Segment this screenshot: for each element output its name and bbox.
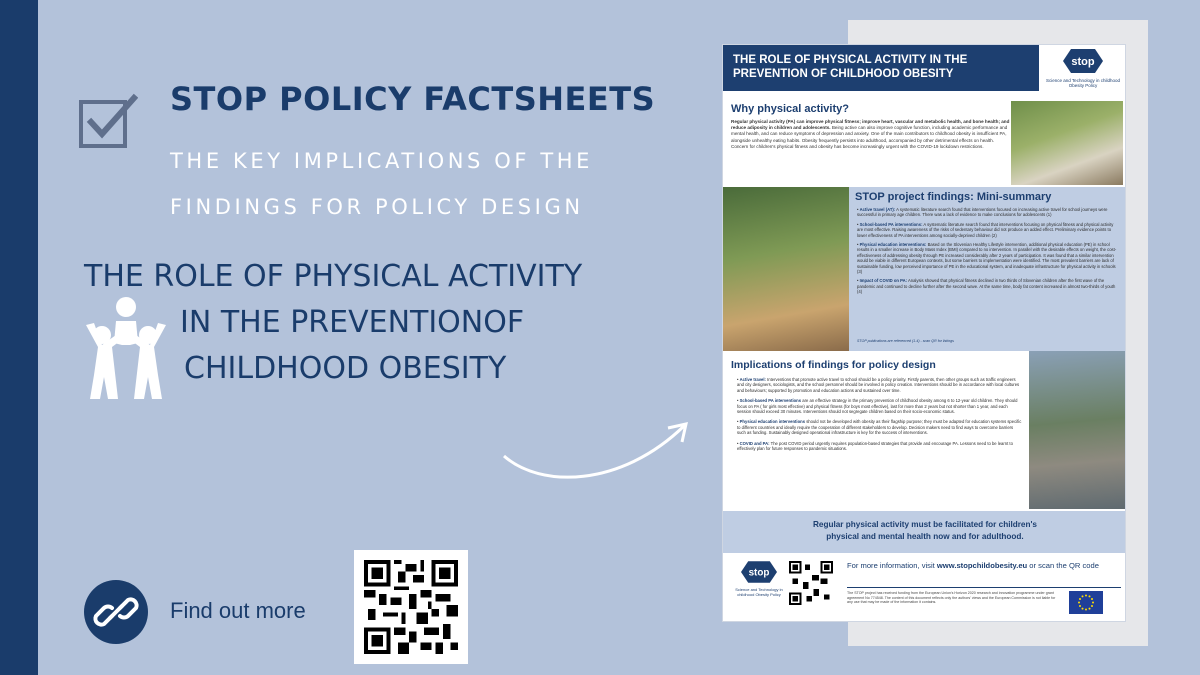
doc-footer bbox=[723, 553, 1126, 622]
implications-heading: Implications of findings for policy design bbox=[731, 359, 936, 371]
doc-title-line-1: THE ROLE OF PHYSICAL ACTIVITY IN THE bbox=[733, 54, 968, 66]
photo-outdoor-gym bbox=[1011, 101, 1123, 185]
findings-list bbox=[857, 207, 1119, 299]
subtitle bbox=[170, 138, 670, 230]
findings-note: STOP publications are referenced (1-4) - scan QR for listings bbox=[857, 339, 954, 343]
stop-logo bbox=[1043, 49, 1123, 95]
factsheet-title-line-2: IN THE PREVENTIONOF bbox=[180, 305, 525, 340]
factsheet-title-line-1: THE ROLE OF PHYSICAL ACTIVITY bbox=[84, 259, 583, 294]
key-message-banner bbox=[723, 511, 1126, 553]
implications-list bbox=[737, 377, 1023, 456]
left-accent-bar bbox=[0, 0, 38, 675]
footer-stop-logo bbox=[729, 561, 789, 598]
footer-logo-subtitle: Science and Technology in childhood Obesity Policy bbox=[735, 587, 783, 597]
list-item: • School-based PA interventions are an effective strategy in the primary prevention of childhood obesity among 6 to 12-year old children. They should focus on PA ( for girls most effective) and physical fitness (for boys most effective), last for more than 2 years but not shorter than 1 year, and each session should exceed 30 minutes. Interventions should not segregate children based on their socio-economic status. bbox=[737, 398, 1018, 415]
banner-line-1: Regular physical activity must be facilitated for children's bbox=[813, 520, 1037, 529]
list-item: • School-based PA interventions: A systematic literature search found that interventions focusing on physical fitness and physical activity are most effective. Raising awareness of the risks of sedentary behaviour did not produce an added effect. Preliminary evidence points to lower effectiveness of PA interventions among socially-deprived children (2) bbox=[857, 221, 1114, 238]
logo-text: stop bbox=[1071, 56, 1095, 68]
list-item: • Physical education interventions should not be developed with obesity as their flagship purpose; they must be adapted for education systems specific to different countries and ideally require the cooperation of different stakeholders to develop. Decision makers need to find ways to overcome barriers such as funding. Sustainably designed operational infrastructure is key for the success of interventions. bbox=[737, 419, 1022, 436]
checkbox-icon bbox=[78, 92, 138, 152]
eu-flag bbox=[1069, 591, 1103, 614]
photo-family-park bbox=[1029, 351, 1126, 509]
factsheet-title-line-3: CHILDHOOD OBESITY bbox=[184, 351, 507, 386]
doc-header-band bbox=[723, 45, 1039, 91]
more-info-text: For more information, visit www.stopchildobesity.eu or scan the QR code bbox=[847, 561, 1099, 570]
subtitle-line-1: THE KEY IMPLICATIONS OF THE bbox=[170, 149, 594, 173]
banner-line-2: physical and mental health now and for adulthood. bbox=[826, 532, 1024, 541]
why-paragraph bbox=[731, 119, 1011, 150]
series-title: STOP POLICY FACTSHEETS bbox=[170, 80, 656, 118]
list-item: • COVID and PA: The post COVID period urgently requires population-based strategies that provide and encourage PA. Lessons need to be learnt to effectively plan for future responses to pandemic situations. bbox=[737, 440, 1013, 452]
subtitle-line-2: FINDINGS FOR POLICY DESIGN bbox=[170, 195, 584, 219]
logo-subtitle: Science and Technology in childhood Obesity Policy bbox=[1046, 78, 1120, 88]
list-item: • Impact of COVID on PA: Analysis showed that physical fitness declined in two thirds of Slovenian children after the first wave of the pandemic and continued to decline further after the second wave. At the same time, body fat content increased in almost two-thirds of youth (4) bbox=[857, 278, 1116, 295]
footer-divider bbox=[847, 587, 1121, 588]
why-text: Being active can also improve cognitive function, including academic performance and mental health, and can reduce symptoms of depression and anxiety. One of the main contributors to childhood obesity is insufficient PA, alongside unhealthy eating habits. Obesity frequently persists into adulthood, accompanied by other detrimental effects on health. Concern for children's physical fitness and obesity has become increasingly urgent with the COVID-19 lockdown restrictions. bbox=[731, 125, 1008, 149]
find-out-more-link[interactable]: Find out more bbox=[170, 598, 306, 623]
photo-children-running bbox=[723, 187, 849, 351]
list-item: • Physical education interventions: Based on the Slovenian Healthy Lifestyle intervention, additional physical education (PE) in school results in a smaller increase in Body Mass Index (BMI) compared to no intervention. In parallel with the desirable effects on weight, the cost-effectiveness of addressing obesity through PE increased considerably after 2 years of participation. It was found that a similar intervention would be viable in different European contexts, but some barriers to implementation were identified. The most prevalent barriers are lack of sustainable funding, low perceived importance of PE in the educational system, and inadequate infrastructure for physical activity in schools (3) bbox=[857, 242, 1117, 275]
why-heading: Why physical activity? bbox=[731, 103, 849, 115]
qr-code[interactable] bbox=[354, 550, 468, 664]
findings-heading: STOP project findings: Mini-summary bbox=[855, 191, 1052, 203]
doc-header bbox=[723, 45, 1126, 99]
footer-qr-code bbox=[789, 561, 833, 605]
factsheet-document bbox=[722, 44, 1126, 622]
arrow-icon bbox=[500, 408, 700, 488]
funding-disclaimer: The STOP project has received funding from the European Union's Horizon 2020 research and innovation programme under grant agreement No 774548. The content of this document reflects only the authors' views and the European Commission is not liable for any use that may be made of the information it contains. bbox=[847, 591, 1056, 605]
list-item: • Active travel (AT): A systematic literature search found that interventions focused on increasing active travel for school journeys were successful in primary age children. There was a lack of evidence to make conclusions for adolescents (1) bbox=[857, 207, 1108, 218]
children-icon bbox=[80, 295, 172, 401]
doc-title-line-2: PREVENTION OF CHILDHOOD OBESITY bbox=[733, 68, 954, 80]
why-bold: Regular physical activity (PA) can improve physical fitness; improve heart, vascular and metabolic health, and bone health; and reduce adiposity in children and adolescents. bbox=[731, 119, 1010, 131]
list-item: • Active travel: Interventions that promote active travel to school should be a policy priority. Firstly parents, then other groups such as traffic engineers and city designers, sociologists, and the school personnel should be involved in policy creation. Interventions should be in accordance with local cultures and behaviours; supported by promotion and education actions and sustained over time. bbox=[737, 377, 1020, 393]
footer-logo-text: stop bbox=[748, 567, 770, 579]
website-link[interactable]: www.stopchildobesity.eu bbox=[936, 561, 1028, 570]
link-icon[interactable] bbox=[84, 580, 148, 644]
